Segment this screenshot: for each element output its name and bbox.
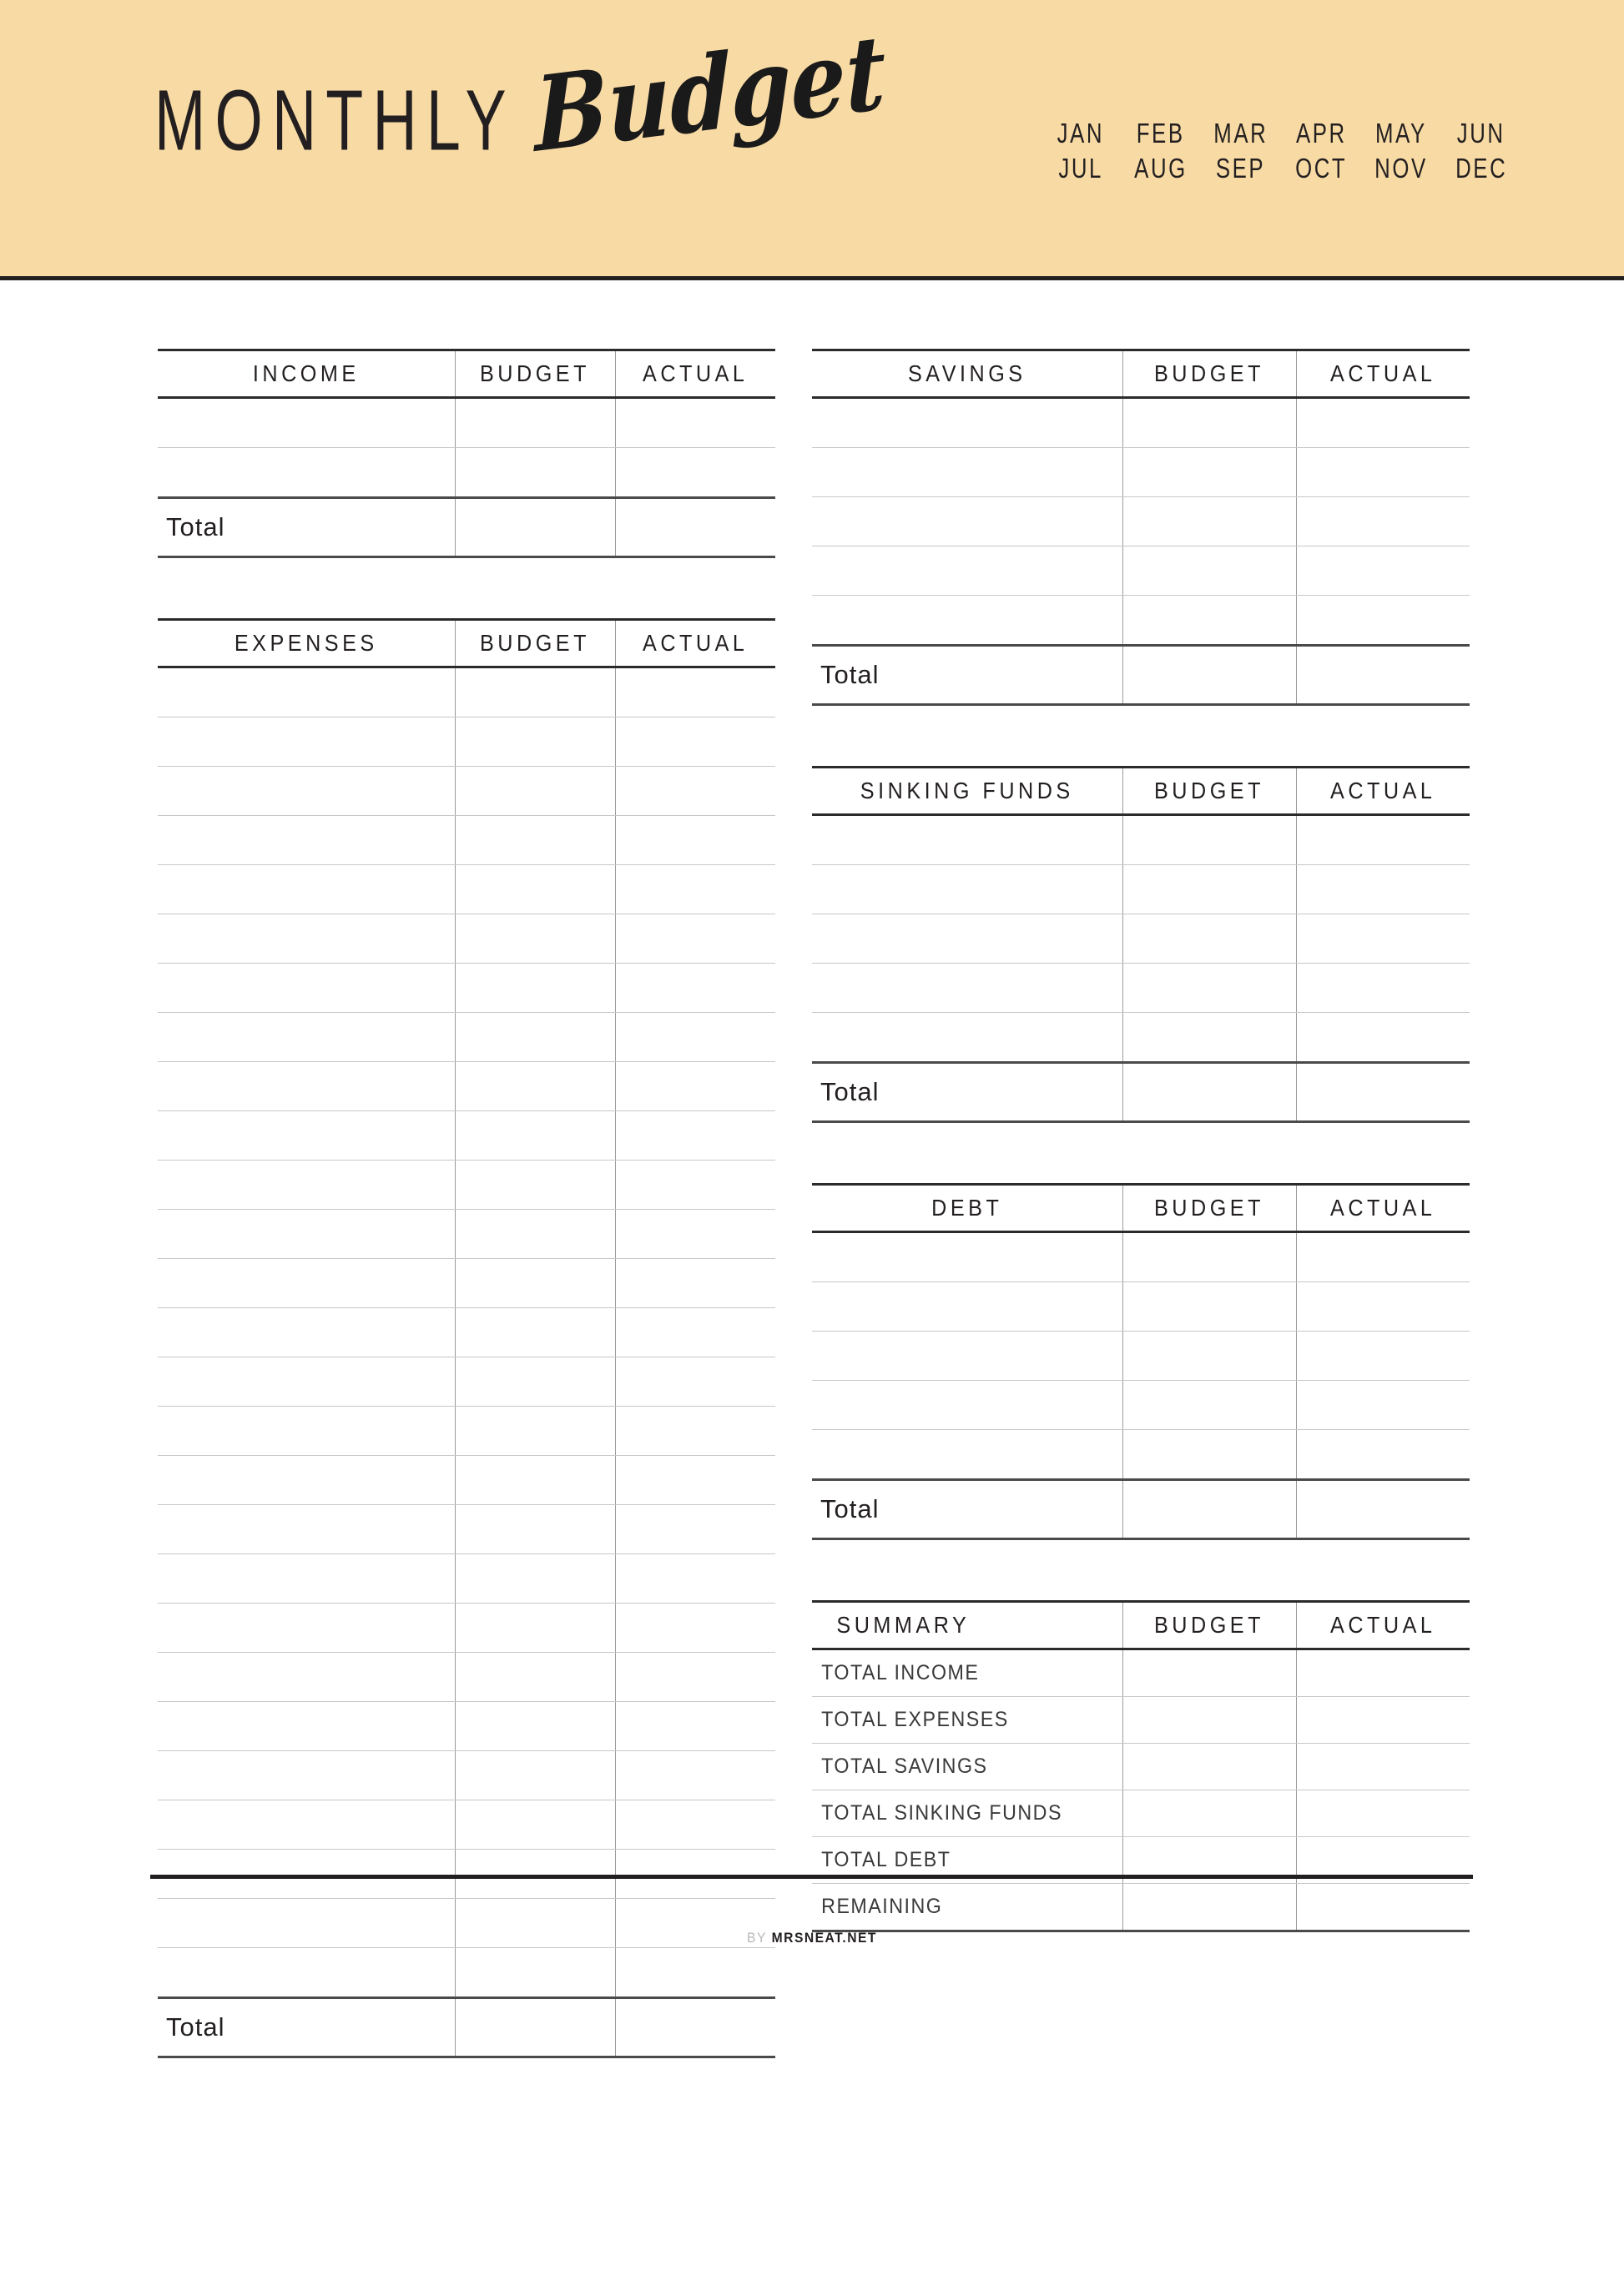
expenses-row[interactable] (158, 767, 775, 816)
savings-row-label-cell[interactable] (812, 596, 1122, 646)
debt-row-actual-cell[interactable] (1296, 1430, 1470, 1480)
month-may[interactable]: MAY (1375, 118, 1427, 149)
savings-row[interactable] (812, 398, 1470, 448)
expenses-row[interactable] (158, 718, 775, 767)
sinking-funds-row-actual-cell[interactable] (1296, 865, 1470, 914)
expenses-row-actual-cell[interactable] (615, 914, 775, 964)
debt-row-actual-cell[interactable] (1296, 1332, 1470, 1381)
spacer-top-right (812, 280, 1470, 349)
expenses-row-budget-cell[interactable] (455, 1259, 615, 1308)
savings-row-actual-cell[interactable] (1296, 398, 1470, 448)
summary-header-row (812, 1602, 1470, 1649)
income-row-budget-cell[interactable] (455, 398, 615, 448)
savings-total-row[interactable] (812, 646, 1470, 705)
expenses-row-budget-cell[interactable] (455, 1013, 615, 1062)
savings-total-budget-cell[interactable] (1122, 646, 1296, 705)
summary-actual-remaining[interactable] (1296, 1884, 1470, 1931)
expenses-row[interactable] (158, 1357, 775, 1407)
expenses-row-budget-cell[interactable] (455, 1751, 615, 1800)
expenses-row-actual-cell[interactable] (615, 1308, 775, 1357)
expenses-row[interactable] (158, 1702, 775, 1751)
sinking-funds-table-title: SINKING FUNDS (828, 768, 1107, 815)
expenses-row[interactable] (158, 1751, 775, 1800)
expenses-row-actual-cell[interactable] (615, 1013, 775, 1062)
debt-total-budget-cell[interactable] (1122, 1480, 1296, 1539)
footer-by-prefix: BY (747, 1930, 767, 1946)
expenses-total-label: Total (158, 1998, 455, 2057)
sinking-funds-row[interactable] (812, 964, 1470, 1013)
expenses-row-budget-cell[interactable] (455, 1308, 615, 1357)
expenses-row-actual-cell[interactable] (615, 1210, 775, 1259)
expenses-row-label-cell[interactable] (158, 1653, 455, 1702)
expenses-row[interactable] (158, 1653, 775, 1702)
expenses-row-label-cell[interactable] (158, 1702, 455, 1751)
savings-row[interactable] (812, 596, 1470, 646)
savings-row-actual-cell[interactable] (1296, 448, 1470, 497)
expenses-row[interactable] (158, 1062, 775, 1111)
debt-total-label: Total (812, 1480, 1122, 1539)
summary-actual-total-expenses[interactable] (1296, 1697, 1470, 1744)
expenses-row-label-cell[interactable] (158, 1554, 455, 1604)
expenses-row-budget-cell[interactable] (455, 964, 615, 1013)
expenses-row-label-cell[interactable] (158, 1505, 455, 1554)
expenses-row[interactable] (158, 1259, 775, 1308)
sinking-funds-row-budget-cell[interactable] (1122, 865, 1296, 914)
savings-table (812, 349, 1470, 706)
expenses-row-budget-cell[interactable] (455, 1161, 615, 1210)
expenses-row-label-cell[interactable] (158, 816, 455, 865)
expenses-row-label-cell[interactable] (158, 865, 455, 914)
expenses-row-actual-cell[interactable] (615, 1800, 775, 1850)
summary-col-budget: BUDGET (1131, 1602, 1287, 1649)
sinking-funds-row-actual-cell[interactable] (1296, 1013, 1470, 1063)
sinking-funds-row-label-cell[interactable] (812, 815, 1122, 865)
sinking-funds-row[interactable] (812, 1013, 1470, 1063)
debt-row-budget-cell[interactable] (1122, 1332, 1296, 1381)
income-row-label-cell[interactable] (158, 398, 455, 448)
expenses-row[interactable] (158, 1111, 775, 1161)
expenses-row[interactable] (158, 1554, 775, 1604)
sinking-funds-row[interactable] (812, 815, 1470, 865)
spacer-debt-summary (812, 1540, 1470, 1600)
sinking-funds-row-label-cell[interactable] (812, 914, 1122, 964)
expenses-row-label-cell[interactable] (158, 767, 455, 816)
expenses-row[interactable] (158, 1604, 775, 1653)
month-aug[interactable]: AUG (1134, 154, 1188, 184)
debt-col-actual: ACTUAL (1304, 1185, 1460, 1232)
expenses-row-budget-cell[interactable] (455, 865, 615, 914)
income-col-actual: ACTUAL (623, 350, 768, 398)
debt-row-label-cell[interactable] (812, 1232, 1122, 1282)
sinking-funds-row[interactable] (812, 865, 1470, 914)
debt-row-budget-cell[interactable] (1122, 1232, 1296, 1282)
month-jul[interactable]: JUL (1058, 154, 1103, 184)
expenses-table (158, 618, 775, 2058)
month-mar[interactable]: MAR (1213, 118, 1268, 149)
income-header-row (158, 350, 775, 398)
expenses-row-budget-cell[interactable] (455, 1702, 615, 1751)
sinking-funds-row-budget-cell[interactable] (1122, 1013, 1296, 1063)
spacer-sinking-debt (812, 1123, 1470, 1183)
spacer-top-left (158, 280, 775, 349)
debt-row-label-cell[interactable] (812, 1430, 1122, 1480)
savings-col-actual: ACTUAL (1304, 350, 1460, 398)
expenses-row-budget-cell[interactable] (455, 1850, 615, 1899)
expenses-row-actual-cell[interactable] (615, 816, 775, 865)
expenses-row-label-cell[interactable] (158, 964, 455, 1013)
expenses-row-label-cell[interactable] (158, 1604, 455, 1653)
debt-row-label-cell[interactable] (812, 1381, 1122, 1430)
expenses-row-budget-cell[interactable] (455, 1554, 615, 1604)
income-row[interactable] (158, 448, 775, 498)
summary-budget-total-sinking-funds[interactable] (1122, 1790, 1296, 1837)
sinking-funds-total-budget-cell[interactable] (1122, 1063, 1296, 1122)
month-selector (1041, 117, 1521, 187)
sinking-funds-total-label: Total (812, 1063, 1122, 1122)
expenses-row[interactable] (158, 1210, 775, 1259)
expenses-row-budget-cell[interactable] (455, 1111, 615, 1161)
savings-row-actual-cell[interactable] (1296, 596, 1470, 646)
sinking-funds-row-label-cell[interactable] (812, 865, 1122, 914)
savings-row[interactable] (812, 448, 1470, 497)
income-table (158, 349, 775, 558)
expenses-table-title: EXPENSES (173, 620, 440, 667)
sinking-funds-row[interactable] (812, 914, 1470, 964)
debt-total-row[interactable] (812, 1480, 1470, 1539)
expenses-row-actual-cell[interactable] (615, 767, 775, 816)
income-row-actual-cell[interactable] (615, 448, 775, 498)
summary-label-total-sinking-funds: TOTAL SINKING FUNDS (812, 1790, 1101, 1837)
savings-row-budget-cell[interactable] (1122, 448, 1296, 497)
left-column (158, 280, 775, 2058)
debt-row-actual-cell[interactable] (1296, 1381, 1470, 1430)
expenses-total-budget-cell[interactable] (455, 1998, 615, 2057)
expenses-row[interactable] (158, 865, 775, 914)
savings-total-actual-cell[interactable] (1296, 646, 1470, 705)
sinking-funds-col-actual: ACTUAL (1304, 768, 1460, 815)
sinking-funds-row-budget-cell[interactable] (1122, 914, 1296, 964)
debt-row[interactable] (812, 1332, 1470, 1381)
savings-col-budget: BUDGET (1131, 350, 1287, 398)
summary-actual-total-income[interactable] (1296, 1649, 1470, 1697)
expenses-row-label-cell[interactable] (158, 914, 455, 964)
debt-row[interactable] (812, 1282, 1470, 1332)
page-title-budget: Budget (533, 11, 887, 176)
footer-site-name: MRSNEAT.NET (771, 1930, 877, 1946)
expenses-row-budget-cell[interactable] (455, 1357, 615, 1407)
page-title (154, 11, 889, 176)
expenses-row-label-cell[interactable] (158, 1062, 455, 1111)
expenses-row-budget-cell[interactable] (455, 1210, 615, 1259)
expenses-row-actual-cell[interactable] (615, 1407, 775, 1456)
savings-row-label-cell[interactable] (812, 497, 1122, 546)
income-row-label-cell[interactable] (158, 448, 455, 498)
savings-row-actual-cell[interactable] (1296, 546, 1470, 596)
expenses-row-actual-cell[interactable] (615, 718, 775, 767)
sinking-funds-table (812, 766, 1470, 1123)
page-title-monthly: MONTHLY (154, 73, 516, 169)
savings-header-row (812, 350, 1470, 398)
income-col-budget: BUDGET (463, 350, 608, 398)
summary-actual-total-sinking-funds[interactable] (1296, 1790, 1470, 1837)
summary-row-total-expenses[interactable] (812, 1697, 1470, 1744)
debt-row[interactable] (812, 1430, 1470, 1480)
savings-row-budget-cell[interactable] (1122, 497, 1296, 546)
expenses-row-label-cell[interactable] (158, 1948, 455, 1998)
month-dec[interactable]: DEC (1455, 154, 1508, 184)
expenses-row[interactable] (158, 1505, 775, 1554)
expenses-row-budget-cell[interactable] (455, 1604, 615, 1653)
month-feb[interactable]: FEB (1137, 118, 1185, 149)
sinking-funds-row-label-cell[interactable] (812, 1013, 1122, 1063)
savings-total-label: Total (812, 646, 1122, 705)
savings-row-actual-cell[interactable] (1296, 497, 1470, 546)
savings-row-label-cell[interactable] (812, 398, 1122, 448)
expenses-total-row[interactable] (158, 1998, 775, 2057)
expenses-row-label-cell[interactable] (158, 1308, 455, 1357)
expenses-row-budget-cell[interactable] (455, 1653, 615, 1702)
summary-row-total-income[interactable] (812, 1649, 1470, 1697)
expenses-row-actual-cell[interactable] (615, 1604, 775, 1653)
sinking-funds-row-budget-cell[interactable] (1122, 815, 1296, 865)
expenses-row-actual-cell[interactable] (615, 1357, 775, 1407)
summary-label-total-income: TOTAL INCOME (812, 1649, 1101, 1697)
expenses-row-label-cell[interactable] (158, 718, 455, 767)
debt-header-row (812, 1185, 1470, 1232)
summary-label-total-debt: TOTAL DEBT (812, 1837, 1101, 1884)
expenses-row[interactable] (158, 1456, 775, 1505)
month-jun[interactable]: JUN (1457, 118, 1505, 149)
month-oct[interactable]: OCT (1294, 154, 1348, 184)
expenses-row-actual-cell[interactable] (615, 1751, 775, 1800)
income-row[interactable] (158, 398, 775, 448)
sinking-funds-row-label-cell[interactable] (812, 964, 1122, 1013)
sinking-funds-row-actual-cell[interactable] (1296, 964, 1470, 1013)
summary-actual-total-savings[interactable] (1296, 1744, 1470, 1790)
summary-budget-total-income[interactable] (1122, 1649, 1296, 1697)
savings-row-budget-cell[interactable] (1122, 596, 1296, 646)
expenses-row-actual-cell[interactable] (615, 1702, 775, 1751)
expenses-row-label-cell[interactable] (158, 1259, 455, 1308)
expenses-header-row (158, 620, 775, 667)
sinking-funds-header-row (812, 768, 1470, 815)
expenses-row-label-cell[interactable] (158, 1111, 455, 1161)
month-sep[interactable]: SEP (1216, 154, 1266, 184)
summary-label-remaining: REMAINING (812, 1884, 1101, 1931)
savings-row-budget-cell[interactable] (1122, 546, 1296, 596)
income-total-actual-cell[interactable] (615, 498, 775, 557)
right-column (812, 280, 1470, 1932)
savings-row-label-cell[interactable] (812, 546, 1122, 596)
sinking-funds-row-budget-cell[interactable] (1122, 964, 1296, 1013)
expenses-row-budget-cell[interactable] (455, 667, 615, 718)
expenses-row[interactable] (158, 667, 775, 718)
income-row-actual-cell[interactable] (615, 398, 775, 448)
expenses-row-actual-cell[interactable] (615, 1062, 775, 1111)
summary-budget-total-expenses[interactable] (1122, 1697, 1296, 1744)
expenses-col-budget: BUDGET (463, 620, 608, 667)
spacer-income-expenses (158, 558, 775, 618)
expenses-row-budget-cell[interactable] (455, 1062, 615, 1111)
expenses-row[interactable] (158, 1850, 775, 1899)
sinking-funds-total-actual-cell[interactable] (1296, 1063, 1470, 1122)
expenses-row[interactable] (158, 1308, 775, 1357)
expenses-row-label-cell[interactable] (158, 1850, 455, 1899)
income-row-budget-cell[interactable] (455, 448, 615, 498)
footer-credit (65, 1930, 1559, 1946)
expenses-row-label-cell[interactable] (158, 1800, 455, 1850)
expenses-row-budget-cell[interactable] (455, 914, 615, 964)
expenses-row[interactable] (158, 1407, 775, 1456)
expenses-row-budget-cell[interactable] (455, 1407, 615, 1456)
expenses-row-label-cell[interactable] (158, 1751, 455, 1800)
expenses-row-budget-cell[interactable] (455, 816, 615, 865)
expenses-row-actual-cell[interactable] (615, 1111, 775, 1161)
expenses-row[interactable] (158, 1800, 775, 1850)
summary-row-remaining[interactable] (812, 1884, 1470, 1931)
income-total-label: Total (158, 498, 455, 557)
debt-col-budget: BUDGET (1131, 1185, 1287, 1232)
debt-row-budget-cell[interactable] (1122, 1282, 1296, 1332)
summary-row-total-sinking-funds[interactable] (812, 1790, 1470, 1837)
expenses-row-label-cell[interactable] (158, 1407, 455, 1456)
month-nov[interactable]: NOV (1374, 154, 1428, 184)
summary-label-total-savings: TOTAL SAVINGS (812, 1744, 1101, 1790)
expenses-row-actual-cell[interactable] (615, 1554, 775, 1604)
expenses-row-actual-cell[interactable] (615, 1850, 775, 1899)
month-apr[interactable]: APR (1295, 118, 1347, 149)
expenses-row-actual-cell[interactable] (615, 1505, 775, 1554)
debt-row-label-cell[interactable] (812, 1282, 1122, 1332)
expenses-row[interactable] (158, 914, 775, 964)
sinking-funds-row-actual-cell[interactable] (1296, 914, 1470, 964)
expenses-row-budget-cell[interactable] (455, 1948, 615, 1998)
expenses-row-budget-cell[interactable] (455, 767, 615, 816)
sinking-funds-total-row[interactable] (812, 1063, 1470, 1122)
expenses-row[interactable] (158, 1013, 775, 1062)
debt-row-label-cell[interactable] (812, 1332, 1122, 1381)
expenses-row-budget-cell[interactable] (455, 1505, 615, 1554)
expenses-row-label-cell[interactable] (158, 1161, 455, 1210)
expenses-row-actual-cell[interactable] (615, 865, 775, 914)
summary-table (812, 1600, 1470, 1932)
income-total-row[interactable] (158, 498, 775, 557)
month-jan[interactable]: JAN (1057, 118, 1105, 149)
sinking-funds-row-actual-cell[interactable] (1296, 815, 1470, 865)
savings-row-label-cell[interactable] (812, 448, 1122, 497)
summary-table-title: SUMMARY (828, 1602, 1107, 1649)
savings-row[interactable] (812, 497, 1470, 546)
debt-table-title: DEBT (828, 1185, 1107, 1232)
debt-row-actual-cell[interactable] (1296, 1232, 1470, 1282)
income-table-title: INCOME (173, 350, 440, 398)
expenses-row-label-cell[interactable] (158, 1013, 455, 1062)
summary-col-actual: ACTUAL (1304, 1602, 1460, 1649)
expenses-row[interactable] (158, 1948, 775, 1998)
debt-row[interactable] (812, 1381, 1470, 1430)
expenses-row-actual-cell[interactable] (615, 964, 775, 1013)
expenses-row-label-cell[interactable] (158, 667, 455, 718)
expenses-row-actual-cell[interactable] (615, 667, 775, 718)
debt-row-actual-cell[interactable] (1296, 1282, 1470, 1332)
summary-budget-remaining[interactable] (1122, 1884, 1296, 1931)
expenses-row-label-cell[interactable] (158, 1357, 455, 1407)
debt-row-budget-cell[interactable] (1122, 1430, 1296, 1480)
expenses-row[interactable] (158, 964, 775, 1013)
expenses-row-budget-cell[interactable] (455, 1456, 615, 1505)
expenses-col-actual: ACTUAL (623, 620, 768, 667)
sinking-funds-col-budget: BUDGET (1131, 768, 1287, 815)
expenses-row-actual-cell[interactable] (615, 1161, 775, 1210)
summary-row-total-savings[interactable] (812, 1744, 1470, 1790)
debt-row-budget-cell[interactable] (1122, 1381, 1296, 1430)
expenses-row-actual-cell[interactable] (615, 1259, 775, 1308)
expenses-row-actual-cell[interactable] (615, 1653, 775, 1702)
savings-row-budget-cell[interactable] (1122, 398, 1296, 448)
summary-budget-total-savings[interactable] (1122, 1744, 1296, 1790)
page-header-band (0, 0, 1624, 280)
expenses-row-actual-cell[interactable] (615, 1456, 775, 1505)
spacer-savings-sinking (812, 706, 1470, 766)
expenses-row-budget-cell[interactable] (455, 718, 615, 767)
savings-table-title: SAVINGS (828, 350, 1107, 398)
expenses-row-actual-cell[interactable] (615, 1948, 775, 1998)
income-total-budget-cell[interactable] (455, 498, 615, 557)
expenses-row-label-cell[interactable] (158, 1456, 455, 1505)
expenses-row-label-cell[interactable] (158, 1210, 455, 1259)
debt-row[interactable] (812, 1232, 1470, 1282)
expenses-row[interactable] (158, 816, 775, 865)
footer-divider (150, 1875, 1473, 1879)
expenses-row[interactable] (158, 1161, 775, 1210)
savings-row[interactable] (812, 546, 1470, 596)
expenses-total-actual-cell[interactable] (615, 1998, 775, 2057)
debt-table (812, 1183, 1470, 1540)
summary-label-total-expenses: TOTAL EXPENSES (812, 1697, 1101, 1744)
debt-total-actual-cell[interactable] (1296, 1480, 1470, 1539)
expenses-row-budget-cell[interactable] (455, 1800, 615, 1850)
